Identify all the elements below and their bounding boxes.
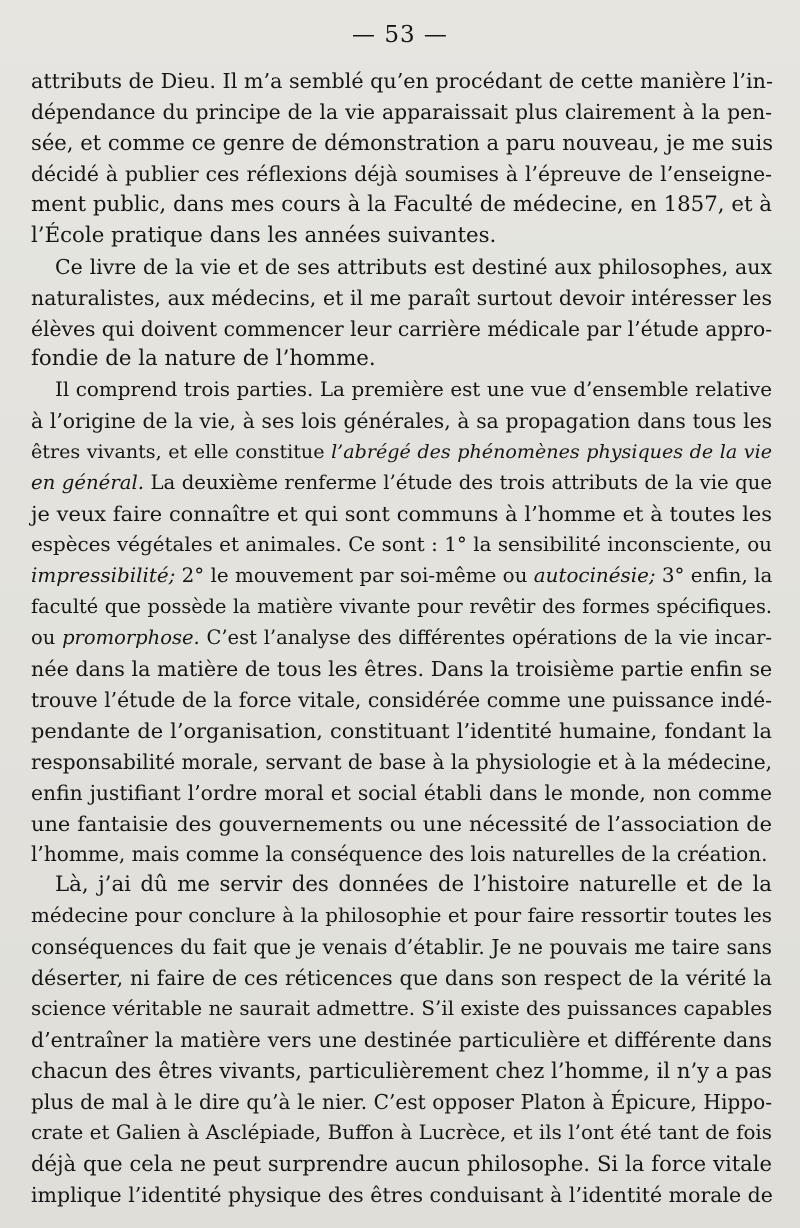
text-line	[31, 592, 772, 623]
text-line	[31, 314, 772, 345]
text-span: implique l’identité physique des êtres conduisant à l’identité morale de	[31, 1182, 773, 1207]
text-line	[31, 747, 772, 778]
text-span: enfin justifiant l’ordre moral et social établi dans le monde, non comme	[31, 780, 772, 805]
text-line	[31, 809, 772, 840]
text-line	[31, 66, 772, 97]
text-line	[31, 901, 772, 932]
text-span: l’École pratique dans les années suivantes.	[31, 222, 497, 248]
text-span: La deuxième renferme l’étude des trois attributs de la vie que	[144, 471, 772, 495]
text-span: science véritable ne saurait admettre. S’il existe des puissances capables	[31, 997, 773, 1021]
text-line	[31, 159, 772, 190]
text-line	[31, 561, 772, 592]
text-line	[31, 1056, 772, 1087]
text-line	[31, 468, 772, 499]
text-span: déserter, ni faire de ces réticences que dans son respect de la vérité la	[31, 966, 772, 991]
italic-text: l’abrégé des phénomènes physiques de la vie	[331, 440, 772, 464]
text-line	[31, 221, 772, 252]
text-line	[31, 283, 772, 314]
text-span: espèces végétales et animales. Ce sont : 1° la sensibilité inconsciente, ou	[31, 533, 772, 557]
text-span: Il comprend trois parties. La première est une vue d’ensemble relative	[55, 378, 772, 402]
italic-text: autocinésie;	[533, 564, 656, 587]
text-line	[31, 344, 772, 375]
text-span: 2° le mouvement par soi-même ou	[175, 564, 534, 587]
text-span: je veux faire connaître et qui sont communs à l’homme et à toutes les	[31, 502, 772, 527]
text-span: dépendance du principe de la vie apparaissait plus clairement à la pen-	[31, 99, 772, 124]
text-span: êtres vivants, et elle constitue	[31, 440, 332, 464]
body-text	[31, 66, 772, 1211]
text-span: faculté que possède la matière vivante pour revêtir des formes spécifiques.	[31, 594, 772, 618]
text-span: médecine pour conclure à la philosophie et pour faire ressortir toutes les	[31, 904, 772, 928]
text-line	[31, 1087, 772, 1118]
text-span: déjà que cela ne peut surprendre aucun philosophe. Si la force vitale	[31, 1150, 772, 1176]
italic-text: en général.	[31, 471, 145, 495]
paragraph	[31, 66, 772, 252]
text-line	[31, 252, 772, 283]
text-line	[31, 1180, 772, 1211]
text-span: 3° enfin, la	[655, 564, 773, 587]
text-span: ou	[31, 625, 63, 649]
italic-text: impressibilité;	[31, 564, 176, 587]
text-span: d’entraîner la matière vers une destinée particulière et différente dans	[31, 1028, 772, 1053]
text-line	[31, 375, 772, 406]
text-line	[31, 1149, 772, 1180]
page-number: — 53 —	[352, 22, 448, 48]
text-line	[31, 530, 772, 561]
paragraph	[31, 375, 772, 870]
text-line	[31, 716, 772, 747]
text-span: trouve l’étude de la force vitale, considérée comme une puissance indé-	[31, 687, 772, 712]
text-line	[31, 437, 772, 468]
text-span: Ce livre de la vie et de ses attributs est destiné aux philosophes, aux	[55, 254, 772, 279]
text-span: pendante de l’organisation, constituant l’identité humaine, fondant la	[31, 718, 772, 743]
text-line	[31, 499, 772, 530]
text-line	[31, 932, 772, 963]
text-span: responsabilité morale, servant de base à la physiologie et à la médecine,	[31, 749, 772, 774]
text-line	[31, 685, 772, 716]
text-line	[31, 406, 772, 437]
text-line	[31, 963, 772, 994]
text-span: attributs de Dieu. Il m’a semblé qu’en procédant de cette manière l’in-	[31, 69, 773, 93]
text-span: élèves qui doivent commencer leur carrière médicale par l’étude appro-	[31, 316, 773, 341]
text-line	[31, 1025, 772, 1056]
paragraph	[31, 252, 772, 376]
text-span: naturalistes, aux médecins, et il me paraît surtout devoir intéresser les	[31, 285, 772, 310]
text-line	[31, 128, 772, 159]
text-line	[31, 623, 772, 654]
text-line	[31, 778, 772, 809]
text-line	[31, 994, 772, 1025]
text-line	[31, 654, 772, 685]
text-line	[31, 190, 772, 221]
text-span: C’est l’analyse des différentes opérations de la vie incar-	[199, 625, 772, 649]
text-span: Là, j’ai dû me servir des données de l’histoire naturelle et de la	[55, 872, 772, 898]
text-span: l’homme, mais comme la conséquence des lois naturelles de la création.	[31, 842, 768, 867]
text-span: une fantaisie des gouvernements ou une nécessité de l’association de	[31, 811, 772, 836]
italic-text: promorphose.	[62, 625, 200, 649]
text-line	[31, 97, 772, 128]
text-span: à l’origine de la vie, à ses lois générales, à sa propagation dans tous les	[31, 409, 772, 434]
text-span: chacun des êtres vivants, particulièrement chez l’homme, il n’y a pas	[31, 1058, 772, 1083]
text-span: fondie de la nature de l’homme.	[31, 346, 376, 372]
text-span: sée, et comme ce genre de démonstration a paru nouveau, je me suis	[31, 129, 774, 155]
text-span: née dans la matière de tous les êtres. Dans la troisième partie enfin se	[31, 656, 773, 681]
text-line	[31, 839, 772, 870]
text-span: conséquences du fait que je venais d’établir. Je ne pouvais me taire sans	[31, 935, 772, 960]
text-span: ment public, dans mes cours à la Faculté de médecine, en 1857, et à	[31, 191, 772, 217]
text-span: crate et Galien à Asclépiade, Buffon à Lucrèce, et ils l’ont été tant de fois	[31, 1120, 772, 1144]
text-line	[31, 870, 772, 901]
text-span: plus de mal à le dire qu’à le nier. C’est opposer Platon à Épicure, Hippo-	[31, 1089, 772, 1114]
text-span: décidé à publier ces réflexions déjà soumises à l’épreuve de l’enseigne-	[31, 161, 772, 186]
text-line	[31, 1118, 772, 1149]
paragraph	[31, 870, 772, 1210]
